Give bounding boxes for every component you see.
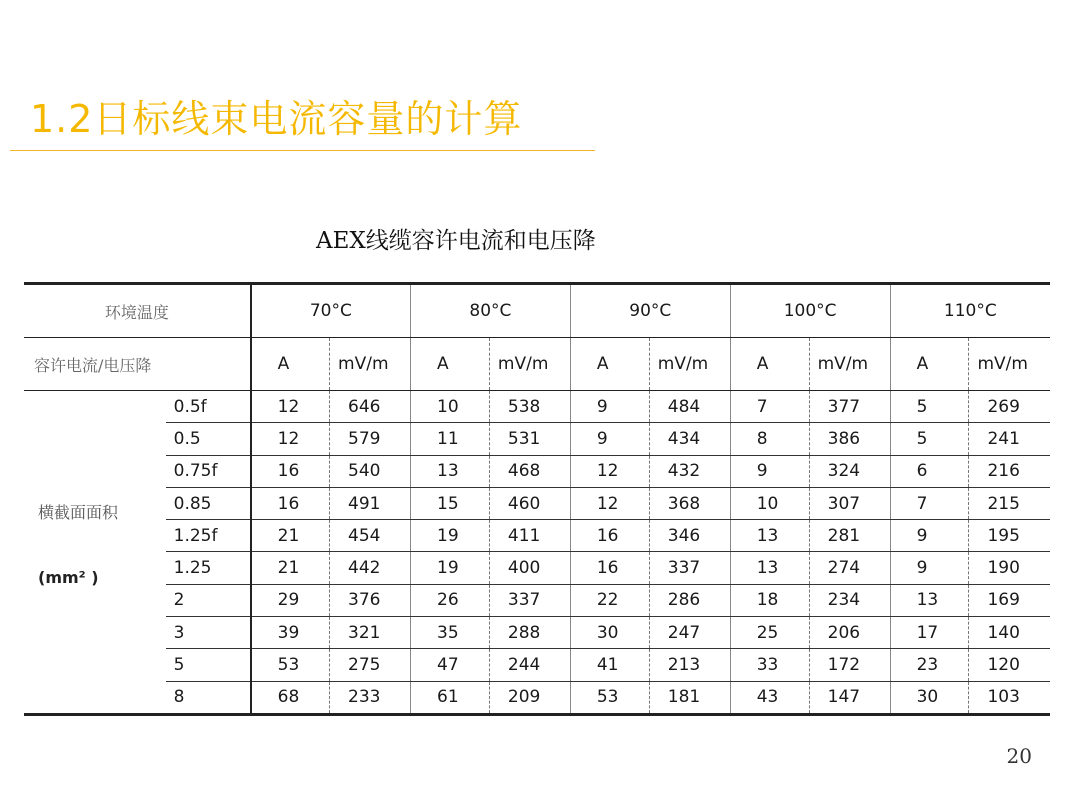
current-value: 21 — [251, 552, 330, 584]
row-label-spacer — [24, 455, 166, 487]
current-value: 12 — [570, 487, 649, 519]
current-value: 43 — [730, 681, 809, 714]
voltage-drop-value: 172 — [809, 649, 890, 681]
cross-section-size: 1.25f — [166, 520, 251, 552]
current-value: 19 — [411, 552, 490, 584]
voltage-drop-value: 411 — [489, 520, 570, 552]
temp-header: 110°C — [890, 284, 1050, 338]
unit-mv: mV/m — [969, 338, 1050, 391]
unit-a: A — [251, 338, 330, 391]
voltage-drop-value: 286 — [649, 584, 730, 616]
voltage-drop-value: 233 — [330, 681, 411, 714]
voltage-drop-value: 321 — [330, 617, 411, 649]
current-value: 47 — [411, 649, 490, 681]
current-value: 11 — [411, 423, 490, 455]
temp-header: 90°C — [570, 284, 730, 338]
voltage-drop-value: 190 — [969, 552, 1050, 584]
current-value: 16 — [251, 455, 330, 487]
voltage-drop-value: 377 — [809, 391, 890, 423]
voltage-drop-value: 432 — [649, 455, 730, 487]
voltage-drop-value: 434 — [649, 423, 730, 455]
cross-section-size: 0.75f — [166, 455, 251, 487]
voltage-drop-value: 400 — [489, 552, 570, 584]
voltage-drop-value: 206 — [809, 617, 890, 649]
voltage-drop-value: 181 — [649, 681, 730, 714]
current-value: 29 — [251, 584, 330, 616]
table-row — [24, 487, 1050, 519]
voltage-drop-value: 531 — [489, 423, 570, 455]
voltage-drop-value: 337 — [649, 552, 730, 584]
table-row — [24, 423, 1050, 455]
table-row — [24, 681, 1050, 714]
header-row-units — [24, 338, 1050, 391]
cross-section-area-label: 横截面面积 — [38, 503, 119, 522]
current-value: 19 — [411, 520, 490, 552]
table-row — [24, 617, 1050, 649]
current-value: 9 — [570, 423, 649, 455]
voltage-drop-value: 491 — [330, 487, 411, 519]
current-value: 7 — [890, 487, 969, 519]
row-label-spacer — [24, 520, 166, 552]
page-number: 20 — [1006, 744, 1032, 768]
current-value: 10 — [730, 487, 809, 519]
voltage-drop-value: 234 — [809, 584, 890, 616]
voltage-drop-value: 275 — [330, 649, 411, 681]
voltage-drop-value: 244 — [489, 649, 570, 681]
current-value: 39 — [251, 617, 330, 649]
voltage-drop-value: 346 — [649, 520, 730, 552]
unit-mv: mV/m — [489, 338, 570, 391]
cross-section-size: 8 — [166, 681, 251, 714]
current-value: 61 — [411, 681, 490, 714]
table-row — [24, 520, 1050, 552]
voltage-drop-value: 368 — [649, 487, 730, 519]
voltage-drop-value: 147 — [809, 681, 890, 714]
current-value: 6 — [890, 455, 969, 487]
current-value: 12 — [251, 423, 330, 455]
current-value: 16 — [251, 487, 330, 519]
current-value: 13 — [730, 520, 809, 552]
current-value: 10 — [411, 391, 490, 423]
unit-a: A — [890, 338, 969, 391]
current-value: 41 — [570, 649, 649, 681]
temp-header: 80°C — [411, 284, 571, 338]
current-value: 21 — [251, 520, 330, 552]
voltage-drop-value: 241 — [969, 423, 1050, 455]
table-row — [24, 455, 1050, 487]
voltage-drop-value: 247 — [649, 617, 730, 649]
voltage-drop-value: 538 — [489, 391, 570, 423]
table-caption: AEX线缆容许电流和电压降 — [316, 228, 596, 254]
voltage-drop-value: 442 — [330, 552, 411, 584]
table-row — [24, 552, 1050, 584]
voltage-drop-value: 213 — [649, 649, 730, 681]
temp-header: 100°C — [730, 284, 890, 338]
cross-section-size: 1.25 — [166, 552, 251, 584]
voltage-drop-value: 468 — [489, 455, 570, 487]
current-value: 26 — [411, 584, 490, 616]
unit-mv: mV/m — [649, 338, 730, 391]
cross-section-size: 0.85 — [166, 487, 251, 519]
voltage-drop-value: 269 — [969, 391, 1050, 423]
current-value: 30 — [570, 617, 649, 649]
cross-section-size: 5 — [166, 649, 251, 681]
voltage-drop-value: 274 — [809, 552, 890, 584]
cable-current-table — [24, 282, 1050, 716]
unit-a: A — [570, 338, 649, 391]
current-value: 68 — [251, 681, 330, 714]
current-value: 12 — [570, 455, 649, 487]
voltage-drop-value: 579 — [330, 423, 411, 455]
row-label-spacer — [24, 617, 166, 649]
current-value: 7 — [730, 391, 809, 423]
voltage-drop-value: 120 — [969, 649, 1050, 681]
current-value: 5 — [890, 423, 969, 455]
cross-section-size: 0.5f — [166, 391, 251, 423]
unit-a: A — [411, 338, 490, 391]
current-value: 13 — [411, 455, 490, 487]
area-unit-label: (mm² ) — [38, 568, 99, 587]
current-value: 8 — [730, 423, 809, 455]
voltage-drop-value: 103 — [969, 681, 1050, 714]
env-temperature-label: 环境温度 — [24, 284, 251, 338]
table-row — [24, 391, 1050, 423]
unit-a: A — [730, 338, 809, 391]
temp-header: 70°C — [251, 284, 411, 338]
voltage-drop-value: 484 — [649, 391, 730, 423]
voltage-drop-value: 540 — [330, 455, 411, 487]
voltage-drop-value: 288 — [489, 617, 570, 649]
unit-mv: mV/m — [330, 338, 411, 391]
voltage-drop-value: 460 — [489, 487, 570, 519]
cable-current-table-container — [24, 282, 1050, 708]
voltage-drop-value: 216 — [969, 455, 1050, 487]
current-value: 9 — [890, 520, 969, 552]
cross-section-size: 2 — [166, 584, 251, 616]
current-value: 13 — [730, 552, 809, 584]
current-value: 9 — [730, 455, 809, 487]
voltage-drop-value: 324 — [809, 455, 890, 487]
current-value: 53 — [570, 681, 649, 714]
allowable-current-label: 容许电流/电压降 — [24, 338, 251, 391]
voltage-drop-value: 195 — [969, 520, 1050, 552]
current-value: 18 — [730, 584, 809, 616]
voltage-drop-value: 169 — [969, 584, 1050, 616]
voltage-drop-value: 337 — [489, 584, 570, 616]
table-row — [24, 584, 1050, 616]
current-value: 22 — [570, 584, 649, 616]
current-value: 12 — [251, 391, 330, 423]
current-value: 13 — [890, 584, 969, 616]
row-label-spacer — [24, 423, 166, 455]
current-value: 30 — [890, 681, 969, 714]
slide-title: 1.2日标线束电流容量的计算 — [30, 97, 523, 141]
voltage-drop-value: 307 — [809, 487, 890, 519]
current-value: 9 — [570, 391, 649, 423]
voltage-drop-value: 140 — [969, 617, 1050, 649]
row-label-spacer — [24, 649, 166, 681]
voltage-drop-value: 376 — [330, 584, 411, 616]
row-label-spacer — [24, 391, 166, 423]
current-value: 53 — [251, 649, 330, 681]
table-row — [24, 649, 1050, 681]
row-label-spacer — [24, 584, 166, 616]
voltage-drop-value: 386 — [809, 423, 890, 455]
current-value: 9 — [890, 552, 969, 584]
header-row-temperature — [24, 284, 1050, 338]
voltage-drop-value: 454 — [330, 520, 411, 552]
current-value: 5 — [890, 391, 969, 423]
voltage-drop-value: 215 — [969, 487, 1050, 519]
cross-section-size: 0.5 — [166, 423, 251, 455]
current-value: 35 — [411, 617, 490, 649]
current-value: 16 — [570, 520, 649, 552]
title-underline — [10, 150, 595, 151]
current-value: 17 — [890, 617, 969, 649]
voltage-drop-value: 281 — [809, 520, 890, 552]
current-value: 23 — [890, 649, 969, 681]
current-value: 25 — [730, 617, 809, 649]
voltage-drop-value: 209 — [489, 681, 570, 714]
cross-section-size: 3 — [166, 617, 251, 649]
unit-mv: mV/m — [809, 338, 890, 391]
current-value: 16 — [570, 552, 649, 584]
current-value: 33 — [730, 649, 809, 681]
row-label-spacer — [24, 681, 166, 714]
voltage-drop-value: 646 — [330, 391, 411, 423]
current-value: 15 — [411, 487, 490, 519]
